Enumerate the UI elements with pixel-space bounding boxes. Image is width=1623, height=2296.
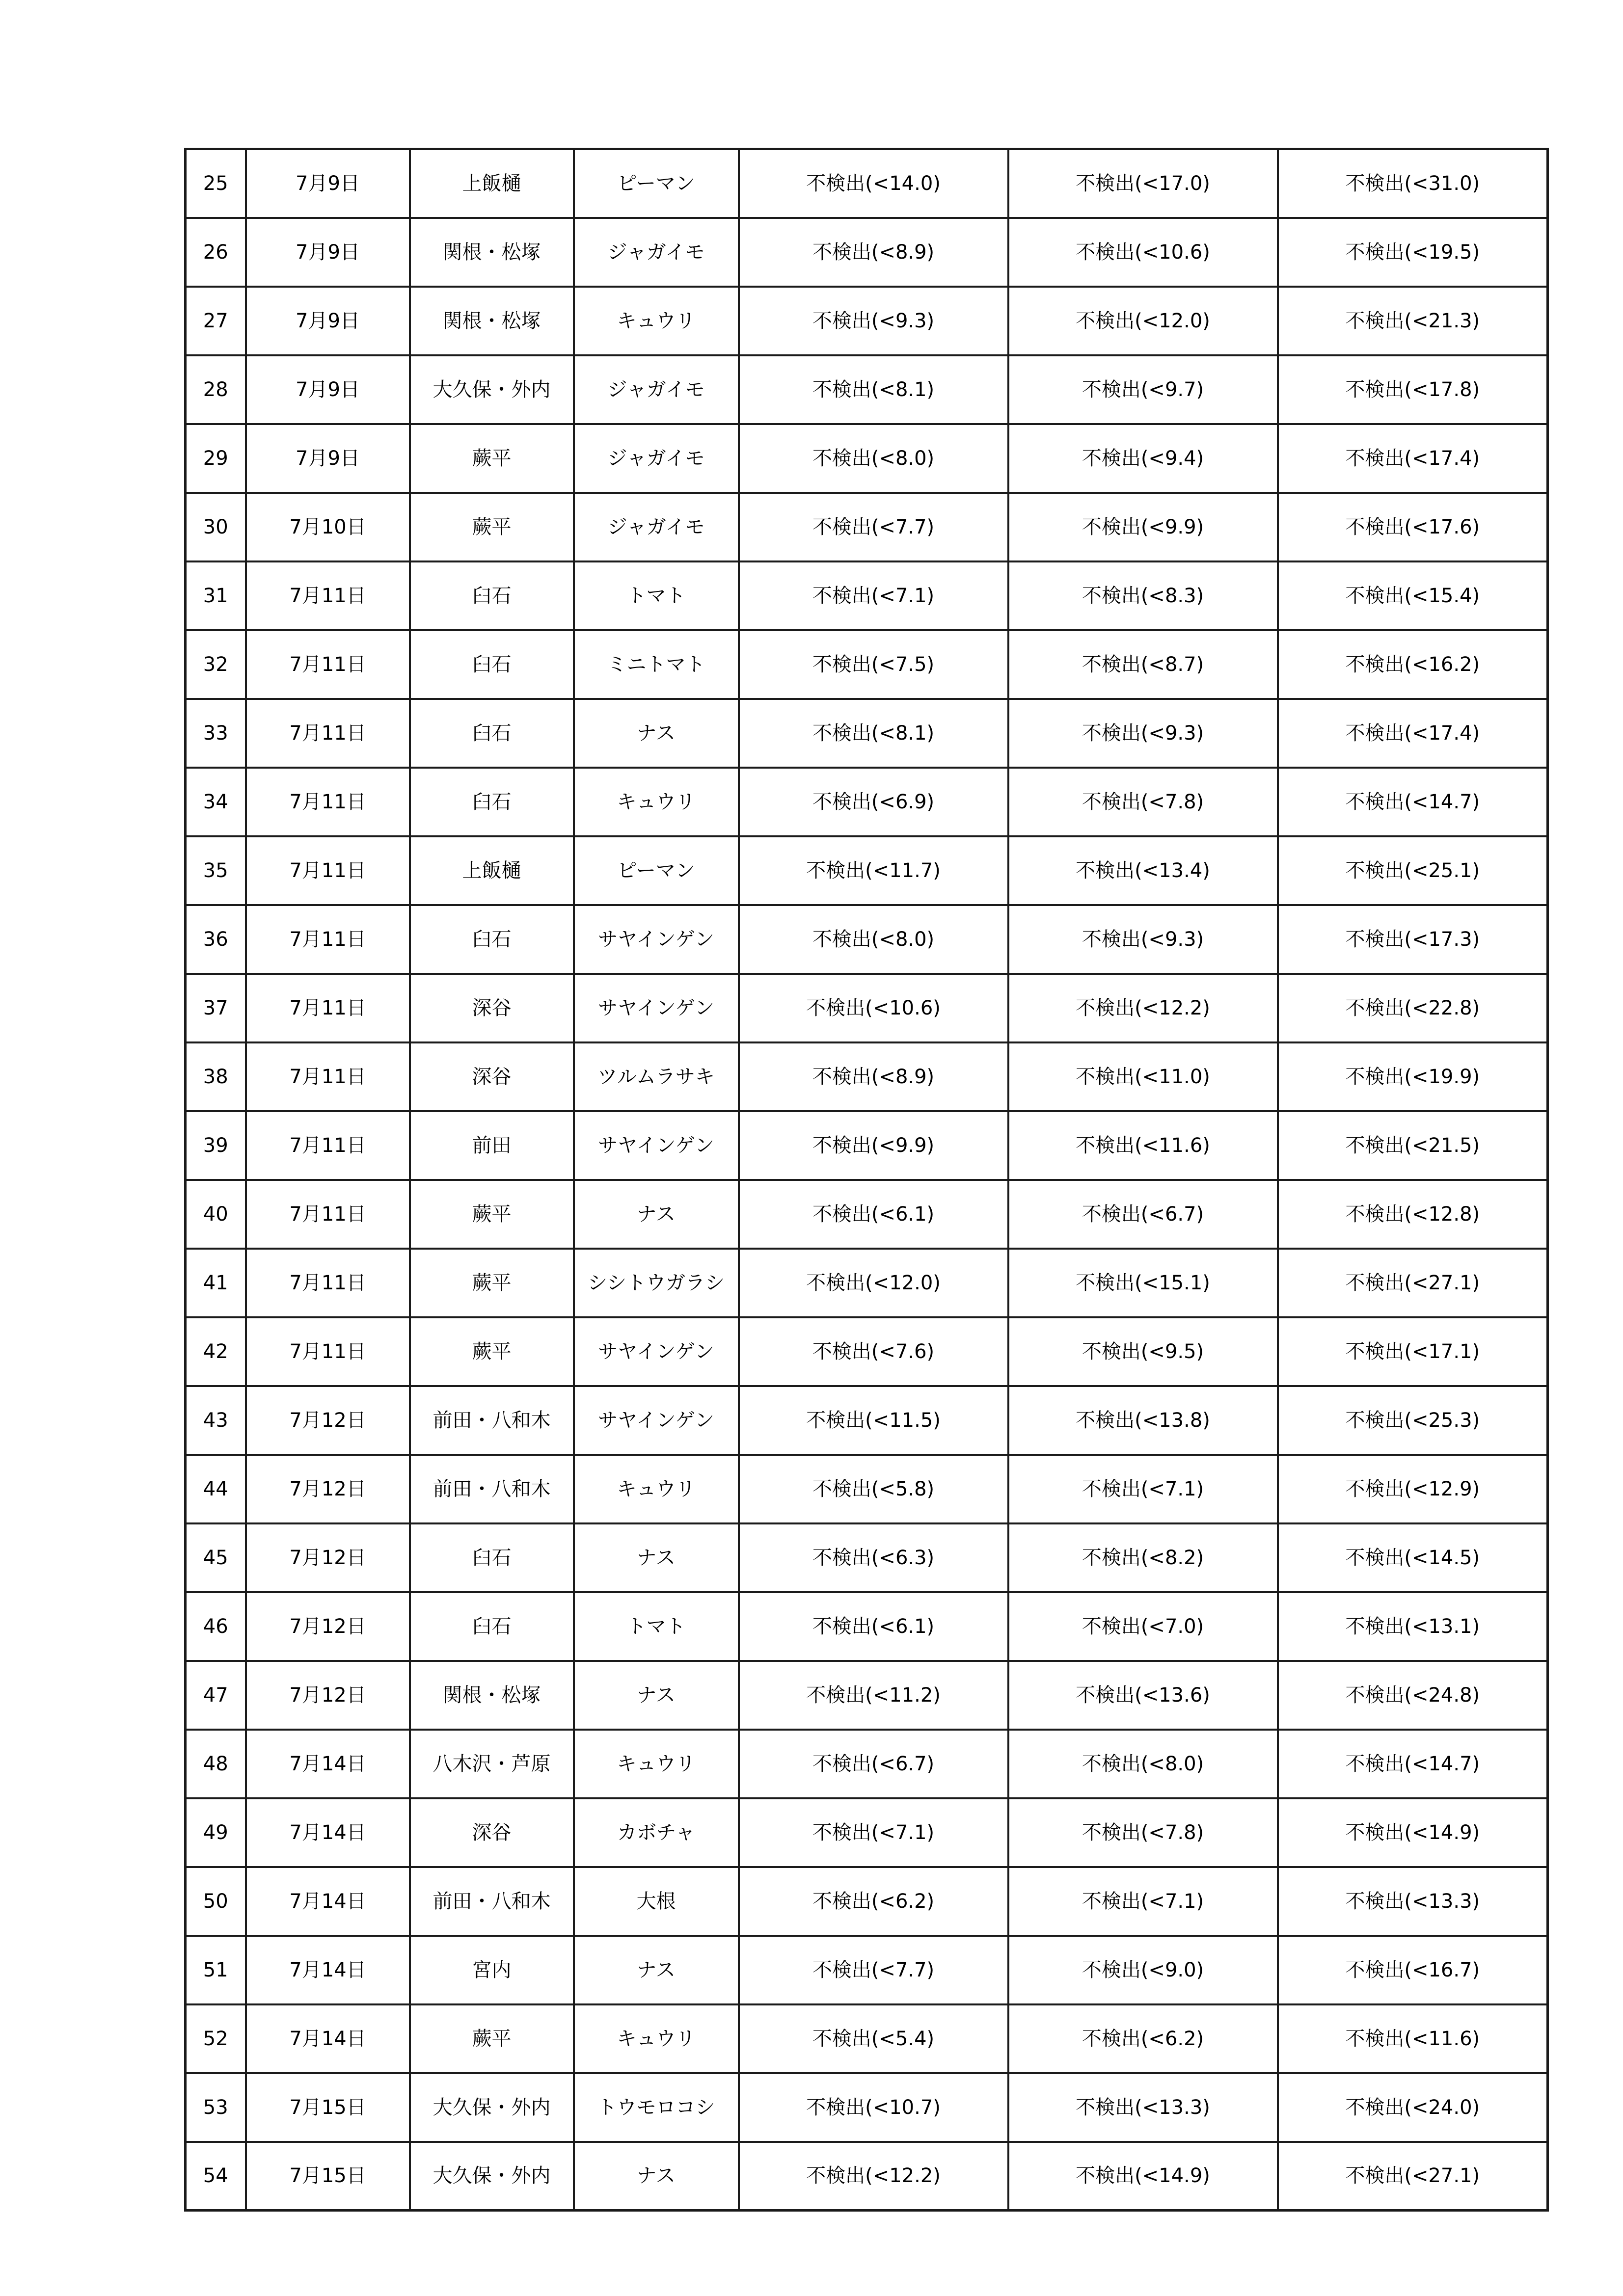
result-cell-2: 不検出(<11.0) <box>1008 1042 1278 1111</box>
district-cell: 臼石 <box>410 768 574 836</box>
table-row <box>186 2142 1548 2211</box>
result-cell-3: 不検出(<14.7) <box>1278 768 1548 836</box>
result-cell-2: 不検出(<11.6) <box>1008 1111 1278 1180</box>
sample-number-cell: 54 <box>186 2142 246 2211</box>
result-cell-3: 不検出(<12.9) <box>1278 1455 1548 1523</box>
item-cell: サヤインゲン <box>574 1386 739 1455</box>
district-cell: 蕨平 <box>410 424 574 493</box>
result-cell-3: 不検出(<17.3) <box>1278 905 1548 974</box>
district-cell: 前田 <box>410 1111 574 1180</box>
result-cell-3: 不検出(<21.5) <box>1278 1111 1548 1180</box>
district-cell: 臼石 <box>410 1592 574 1661</box>
result-cell-1: 不検出(<6.7) <box>739 1730 1008 1798</box>
district-cell: 臼石 <box>410 1523 574 1592</box>
result-cell-2: 不検出(<9.3) <box>1008 905 1278 974</box>
sample-number-cell: 28 <box>186 355 246 424</box>
table-row <box>186 1180 1548 1249</box>
district-cell: 宮内 <box>410 1936 574 2004</box>
table-row <box>186 1042 1548 1111</box>
date-cell: 7月12日 <box>246 1661 410 1730</box>
result-cell-1: 不検出(<9.3) <box>739 287 1008 355</box>
table-row <box>186 1249 1548 1317</box>
table-row <box>186 768 1548 836</box>
result-cell-2: 不検出(<7.8) <box>1008 1798 1278 1867</box>
district-cell: 臼石 <box>410 699 574 768</box>
result-cell-1: 不検出(<6.9) <box>739 768 1008 836</box>
district-cell: 上飯樋 <box>410 836 574 905</box>
result-cell-1: 不検出(<12.0) <box>739 1249 1008 1317</box>
date-cell: 7月11日 <box>246 699 410 768</box>
result-cell-1: 不検出(<7.6) <box>739 1317 1008 1386</box>
result-cell-1: 不検出(<8.9) <box>739 218 1008 287</box>
result-cell-3: 不検出(<22.8) <box>1278 974 1548 1042</box>
result-cell-1: 不検出(<6.2) <box>739 1867 1008 1936</box>
sample-number-cell: 25 <box>186 149 246 218</box>
table-row <box>186 561 1548 630</box>
district-cell: 蕨平 <box>410 1180 574 1249</box>
district-cell: 深谷 <box>410 1042 574 1111</box>
result-cell-1: 不検出(<8.0) <box>739 424 1008 493</box>
sample-number-cell: 40 <box>186 1180 246 1249</box>
sample-number-cell: 33 <box>186 699 246 768</box>
table-row <box>186 1661 1548 1730</box>
result-cell-1: 不検出(<7.7) <box>739 1936 1008 2004</box>
result-cell-1: 不検出(<8.9) <box>739 1042 1008 1111</box>
result-cell-1: 不検出(<8.1) <box>739 699 1008 768</box>
result-cell-3: 不検出(<16.2) <box>1278 630 1548 699</box>
results-table-body <box>186 149 1548 2211</box>
result-cell-3: 不検出(<13.1) <box>1278 1592 1548 1661</box>
result-cell-3: 不検出(<12.8) <box>1278 1180 1548 1249</box>
sample-number-cell: 42 <box>186 1317 246 1386</box>
result-cell-2: 不検出(<14.9) <box>1008 2142 1278 2211</box>
result-cell-3: 不検出(<19.9) <box>1278 1042 1548 1111</box>
result-cell-1: 不検出(<10.6) <box>739 974 1008 1042</box>
district-cell: 八木沢・芦原 <box>410 1730 574 1798</box>
result-cell-1: 不検出(<7.7) <box>739 493 1008 561</box>
result-cell-3: 不検出(<24.0) <box>1278 2073 1548 2142</box>
item-cell: サヤインゲン <box>574 1317 739 1386</box>
table-row <box>186 1111 1548 1180</box>
date-cell: 7月11日 <box>246 905 410 974</box>
table-row <box>186 493 1548 561</box>
sample-number-cell: 36 <box>186 905 246 974</box>
date-cell: 7月11日 <box>246 836 410 905</box>
sample-number-cell: 48 <box>186 1730 246 1798</box>
sample-number-cell: 45 <box>186 1523 246 1592</box>
result-cell-2: 不検出(<8.2) <box>1008 1523 1278 1592</box>
result-cell-1: 不検出(<10.7) <box>739 2073 1008 2142</box>
result-cell-3: 不検出(<19.5) <box>1278 218 1548 287</box>
item-cell: キュウリ <box>574 1730 739 1798</box>
item-cell: ジャガイモ <box>574 218 739 287</box>
result-cell-3: 不検出(<17.4) <box>1278 424 1548 493</box>
result-cell-1: 不検出(<7.1) <box>739 1798 1008 1867</box>
date-cell: 7月11日 <box>246 1249 410 1317</box>
district-cell: 臼石 <box>410 905 574 974</box>
result-cell-2: 不検出(<8.7) <box>1008 630 1278 699</box>
date-cell: 7月11日 <box>246 561 410 630</box>
sample-number-cell: 44 <box>186 1455 246 1523</box>
result-cell-3: 不検出(<25.3) <box>1278 1386 1548 1455</box>
date-cell: 7月9日 <box>246 149 410 218</box>
result-cell-3: 不検出(<11.6) <box>1278 2004 1548 2073</box>
sample-number-cell: 31 <box>186 561 246 630</box>
result-cell-2: 不検出(<7.1) <box>1008 1867 1278 1936</box>
date-cell: 7月14日 <box>246 1798 410 1867</box>
item-cell: キュウリ <box>574 287 739 355</box>
sample-number-cell: 26 <box>186 218 246 287</box>
district-cell: 蕨平 <box>410 2004 574 2073</box>
date-cell: 7月9日 <box>246 424 410 493</box>
table-row <box>186 1386 1548 1455</box>
item-cell: ナス <box>574 1523 739 1592</box>
date-cell: 7月14日 <box>246 1936 410 2004</box>
district-cell: 前田・八和木 <box>410 1386 574 1455</box>
result-cell-1: 不検出(<6.1) <box>739 1592 1008 1661</box>
item-cell: ミニトマト <box>574 630 739 699</box>
result-cell-2: 不検出(<9.7) <box>1008 355 1278 424</box>
table-row <box>186 1455 1548 1523</box>
result-cell-3: 不検出(<17.8) <box>1278 355 1548 424</box>
district-cell: 前田・八和木 <box>410 1455 574 1523</box>
date-cell: 7月12日 <box>246 1592 410 1661</box>
date-cell: 7月15日 <box>246 2142 410 2211</box>
table-row <box>186 1798 1548 1867</box>
date-cell: 7月12日 <box>246 1523 410 1592</box>
district-cell: 深谷 <box>410 974 574 1042</box>
result-cell-2: 不検出(<9.0) <box>1008 1936 1278 2004</box>
item-cell: キュウリ <box>574 1455 739 1523</box>
result-cell-3: 不検出(<13.3) <box>1278 1867 1548 1936</box>
result-cell-1: 不検出(<8.0) <box>739 905 1008 974</box>
sample-number-cell: 47 <box>186 1661 246 1730</box>
result-cell-2: 不検出(<7.8) <box>1008 768 1278 836</box>
district-cell: 大久保・外内 <box>410 2142 574 2211</box>
date-cell: 7月11日 <box>246 1111 410 1180</box>
table-row <box>186 630 1548 699</box>
result-cell-1: 不検出(<11.7) <box>739 836 1008 905</box>
result-cell-2: 不検出(<13.6) <box>1008 1661 1278 1730</box>
table-row <box>186 1523 1548 1592</box>
date-cell: 7月11日 <box>246 974 410 1042</box>
item-cell: ピーマン <box>574 836 739 905</box>
sample-number-cell: 49 <box>186 1798 246 1867</box>
result-cell-3: 不検出(<17.4) <box>1278 699 1548 768</box>
district-cell: 上飯樋 <box>410 149 574 218</box>
item-cell: ナス <box>574 1661 739 1730</box>
district-cell: 関根・松塚 <box>410 1661 574 1730</box>
sample-number-cell: 52 <box>186 2004 246 2073</box>
result-cell-2: 不検出(<12.0) <box>1008 287 1278 355</box>
date-cell: 7月15日 <box>246 2073 410 2142</box>
result-cell-2: 不検出(<13.3) <box>1008 2073 1278 2142</box>
result-cell-2: 不検出(<8.0) <box>1008 1730 1278 1798</box>
table-row <box>186 974 1548 1042</box>
result-cell-3: 不検出(<15.4) <box>1278 561 1548 630</box>
result-cell-2: 不検出(<6.7) <box>1008 1180 1278 1249</box>
district-cell: 蕨平 <box>410 493 574 561</box>
table-row <box>186 1867 1548 1936</box>
result-cell-2: 不検出(<7.0) <box>1008 1592 1278 1661</box>
sample-number-cell: 51 <box>186 1936 246 2004</box>
result-cell-1: 不検出(<7.1) <box>739 561 1008 630</box>
item-cell: サヤインゲン <box>574 1111 739 1180</box>
item-cell: トマト <box>574 1592 739 1661</box>
date-cell: 7月11日 <box>246 1042 410 1111</box>
result-cell-2: 不検出(<9.9) <box>1008 493 1278 561</box>
table-row <box>186 905 1548 974</box>
result-cell-1: 不検出(<12.2) <box>739 2142 1008 2211</box>
result-cell-1: 不検出(<8.1) <box>739 355 1008 424</box>
result-cell-3: 不検出(<31.0) <box>1278 149 1548 218</box>
date-cell: 7月11日 <box>246 768 410 836</box>
district-cell: 臼石 <box>410 561 574 630</box>
sample-number-cell: 46 <box>186 1592 246 1661</box>
sample-number-cell: 30 <box>186 493 246 561</box>
item-cell: ジャガイモ <box>574 355 739 424</box>
result-cell-3: 不検出(<14.7) <box>1278 1730 1548 1798</box>
result-cell-1: 不検出(<6.3) <box>739 1523 1008 1592</box>
sample-number-cell: 32 <box>186 630 246 699</box>
result-cell-3: 不検出(<14.5) <box>1278 1523 1548 1592</box>
sample-number-cell: 35 <box>186 836 246 905</box>
item-cell: キュウリ <box>574 768 739 836</box>
result-cell-3: 不検出(<16.7) <box>1278 1936 1548 2004</box>
table-row <box>186 2073 1548 2142</box>
item-cell: ナス <box>574 1180 739 1249</box>
district-cell: 蕨平 <box>410 1317 574 1386</box>
item-cell: ナス <box>574 2142 739 2211</box>
date-cell: 7月12日 <box>246 1455 410 1523</box>
district-cell: 関根・松塚 <box>410 218 574 287</box>
result-cell-2: 不検出(<9.3) <box>1008 699 1278 768</box>
district-cell: 臼石 <box>410 630 574 699</box>
date-cell: 7月9日 <box>246 287 410 355</box>
table-row <box>186 1730 1548 1798</box>
date-cell: 7月11日 <box>246 1317 410 1386</box>
result-cell-1: 不検出(<5.8) <box>739 1455 1008 1523</box>
result-cell-3: 不検出(<17.1) <box>1278 1317 1548 1386</box>
result-cell-2: 不検出(<17.0) <box>1008 149 1278 218</box>
result-cell-2: 不検出(<7.1) <box>1008 1455 1278 1523</box>
table-row <box>186 149 1548 218</box>
table-row <box>186 424 1548 493</box>
result-cell-1: 不検出(<7.5) <box>739 630 1008 699</box>
item-cell: サヤインゲン <box>574 905 739 974</box>
item-cell: ジャガイモ <box>574 493 739 561</box>
sample-number-cell: 27 <box>186 287 246 355</box>
date-cell: 7月14日 <box>246 1867 410 1936</box>
result-cell-1: 不検出(<14.0) <box>739 149 1008 218</box>
result-cell-1: 不検出(<6.1) <box>739 1180 1008 1249</box>
result-cell-2: 不検出(<13.8) <box>1008 1386 1278 1455</box>
item-cell: ナス <box>574 699 739 768</box>
date-cell: 7月12日 <box>246 1386 410 1455</box>
result-cell-3: 不検出(<17.6) <box>1278 493 1548 561</box>
result-cell-2: 不検出(<10.6) <box>1008 218 1278 287</box>
item-cell: ジャガイモ <box>574 424 739 493</box>
date-cell: 7月10日 <box>246 493 410 561</box>
district-cell: 深谷 <box>410 1798 574 1867</box>
date-cell: 7月11日 <box>246 630 410 699</box>
table-row <box>186 699 1548 768</box>
item-cell: ピーマン <box>574 149 739 218</box>
table-row <box>186 1317 1548 1386</box>
result-cell-3: 不検出(<25.1) <box>1278 836 1548 905</box>
date-cell: 7月9日 <box>246 355 410 424</box>
sample-number-cell: 39 <box>186 1111 246 1180</box>
item-cell: カボチャ <box>574 1798 739 1867</box>
item-cell: ツルムラサキ <box>574 1042 739 1111</box>
sample-number-cell: 34 <box>186 768 246 836</box>
item-cell: 大根 <box>574 1867 739 1936</box>
table-row <box>186 287 1548 355</box>
date-cell: 7月11日 <box>246 1180 410 1249</box>
date-cell: 7月14日 <box>246 1730 410 1798</box>
item-cell: トマト <box>574 561 739 630</box>
sample-number-cell: 43 <box>186 1386 246 1455</box>
result-cell-2: 不検出(<8.3) <box>1008 561 1278 630</box>
table-row <box>186 1592 1548 1661</box>
sample-number-cell: 41 <box>186 1249 246 1317</box>
district-cell: 蕨平 <box>410 1249 574 1317</box>
result-cell-3: 不検出(<27.1) <box>1278 2142 1548 2211</box>
sample-number-cell: 38 <box>186 1042 246 1111</box>
district-cell: 前田・八和木 <box>410 1867 574 1936</box>
result-cell-3: 不検出(<27.1) <box>1278 1249 1548 1317</box>
item-cell: キュウリ <box>574 2004 739 2073</box>
item-cell: シシトウガラシ <box>574 1249 739 1317</box>
result-cell-1: 不検出(<11.5) <box>739 1386 1008 1455</box>
sample-number-cell: 29 <box>186 424 246 493</box>
result-cell-2: 不検出(<9.5) <box>1008 1317 1278 1386</box>
result-cell-3: 不検出(<21.3) <box>1278 287 1548 355</box>
result-cell-2: 不検出(<6.2) <box>1008 2004 1278 2073</box>
table-row <box>186 836 1548 905</box>
sample-number-cell: 50 <box>186 1867 246 1936</box>
item-cell: サヤインゲン <box>574 974 739 1042</box>
sample-number-cell: 37 <box>186 974 246 1042</box>
result-cell-2: 不検出(<12.2) <box>1008 974 1278 1042</box>
district-cell: 大久保・外内 <box>410 355 574 424</box>
result-cell-1: 不検出(<11.2) <box>739 1661 1008 1730</box>
date-cell: 7月9日 <box>246 218 410 287</box>
district-cell: 関根・松塚 <box>410 287 574 355</box>
result-cell-3: 不検出(<14.9) <box>1278 1798 1548 1867</box>
table-row <box>186 1936 1548 2004</box>
result-cell-1: 不検出(<5.4) <box>739 2004 1008 2073</box>
result-cell-2: 不検出(<15.1) <box>1008 1249 1278 1317</box>
item-cell: トウモロコシ <box>574 2073 739 2142</box>
district-cell: 大久保・外内 <box>410 2073 574 2142</box>
sample-number-cell: 53 <box>186 2073 246 2142</box>
date-cell: 7月14日 <box>246 2004 410 2073</box>
result-cell-2: 不検出(<13.4) <box>1008 836 1278 905</box>
item-cell: ナス <box>574 1936 739 2004</box>
table-row <box>186 218 1548 287</box>
results-table <box>184 148 1549 2212</box>
result-cell-3: 不検出(<24.8) <box>1278 1661 1548 1730</box>
result-cell-1: 不検出(<9.9) <box>739 1111 1008 1180</box>
result-cell-2: 不検出(<9.4) <box>1008 424 1278 493</box>
table-row <box>186 355 1548 424</box>
table-row <box>186 2004 1548 2073</box>
